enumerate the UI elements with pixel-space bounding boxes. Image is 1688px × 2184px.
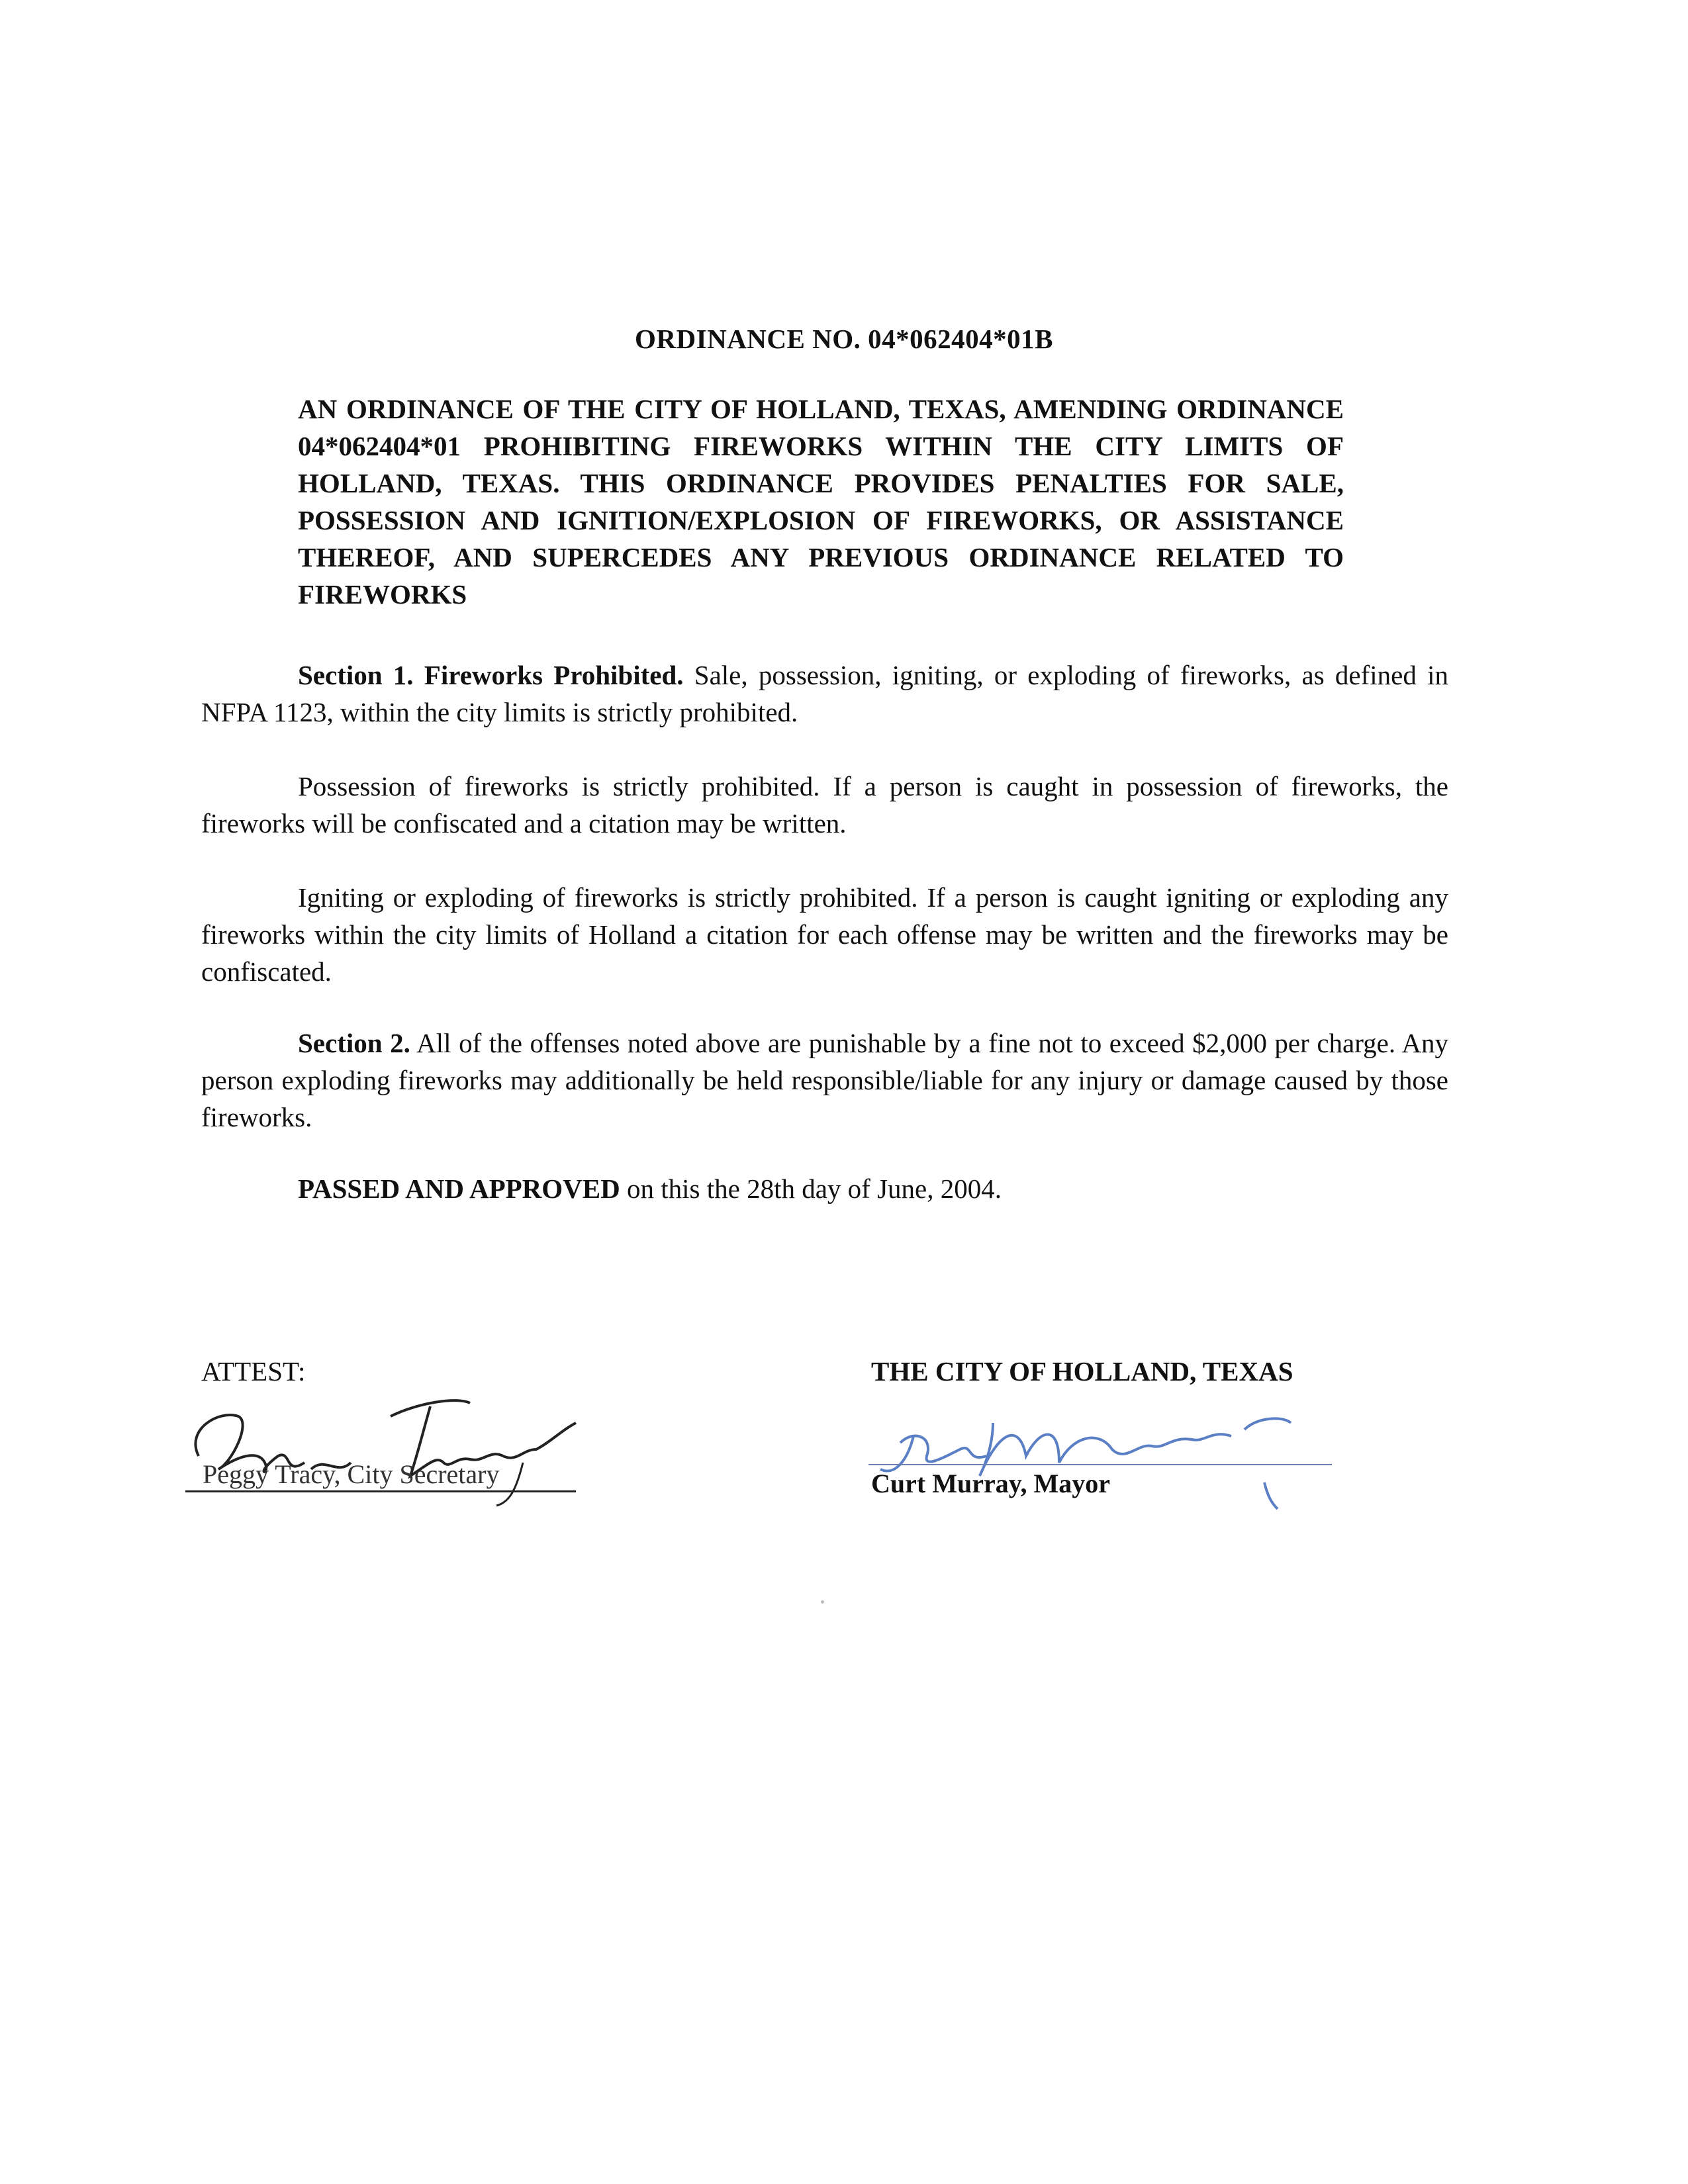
passed-approved-text: on this the 28th day of June, 2004. [627,1173,1002,1204]
section-1-paragraph [201,657,1448,731]
secretary-name-title: Peggy Tracy, City Secretary [203,1459,500,1489]
ordinance-title: ORDINANCE NO. 04*062404*01B [635,324,1053,354]
scan-speck [821,1600,824,1604]
section-2-text: All of the offenses noted above are punishable by a fine not to exceed $2,000 per charge. Any person exploding fireworks may additionally be held responsible/liable for any injury or damage caused by those fireworks. [201,1028,1448,1132]
ordinance-caption: AN ORDINANCE OF THE CITY OF HOLLAND, TEXAS, AMENDING ORDINANCE 04*062404*01 PROHIBITING FIREWORKS WITHIN THE CITY LIMITS OF HOLLAND, TEXAS. THIS ORDINANCE PROVIDES PENALTIES FOR SALE, POSSESSION AND IGNITION/EXPLOSION OF FIREWORKS, OR ASSISTANCE THEREOF, AND SUPERCEDES ANY PREVIOUS ORDINANCE RELATED TO FIREWORKS [298,394,1344,610]
secretary-signature-line [185,1490,576,1492]
passed-approved-heading: PASSED AND APPROVED [298,1173,620,1204]
possession-paragraph: Possession of fireworks is strictly prohibited. If a person is caught in possession of fireworks, the fireworks will be confiscated and a citation may be written. [201,771,1448,839]
section-1-text: Sale, possession, igniting, or exploding of fireworks, as defined in NFPA 1123, within the city limits is strictly prohibited. [201,660,1449,727]
mayor-name-title: Curt Murray, Mayor [871,1469,1111,1498]
mayor-signature-line [868,1464,1332,1465]
attest-label: ATTEST: [201,1356,306,1387]
city-heading: THE CITY OF HOLLAND, TEXAS [871,1356,1293,1387]
section-2-heading: Section 2. [298,1028,410,1058]
section-2-paragraph [201,1024,1448,1136]
section-1-heading: Section 1. Fireworks Prohibited. [298,660,684,690]
igniting-paragraph: Igniting or exploding of fireworks is strictly prohibited. If a person is caught igniting or exploding any fireworks within the city limits of Holland a citation for each offense may be written and the fireworks may be confiscated. [201,882,1448,987]
passed-approved-paragraph [201,1170,1448,1207]
